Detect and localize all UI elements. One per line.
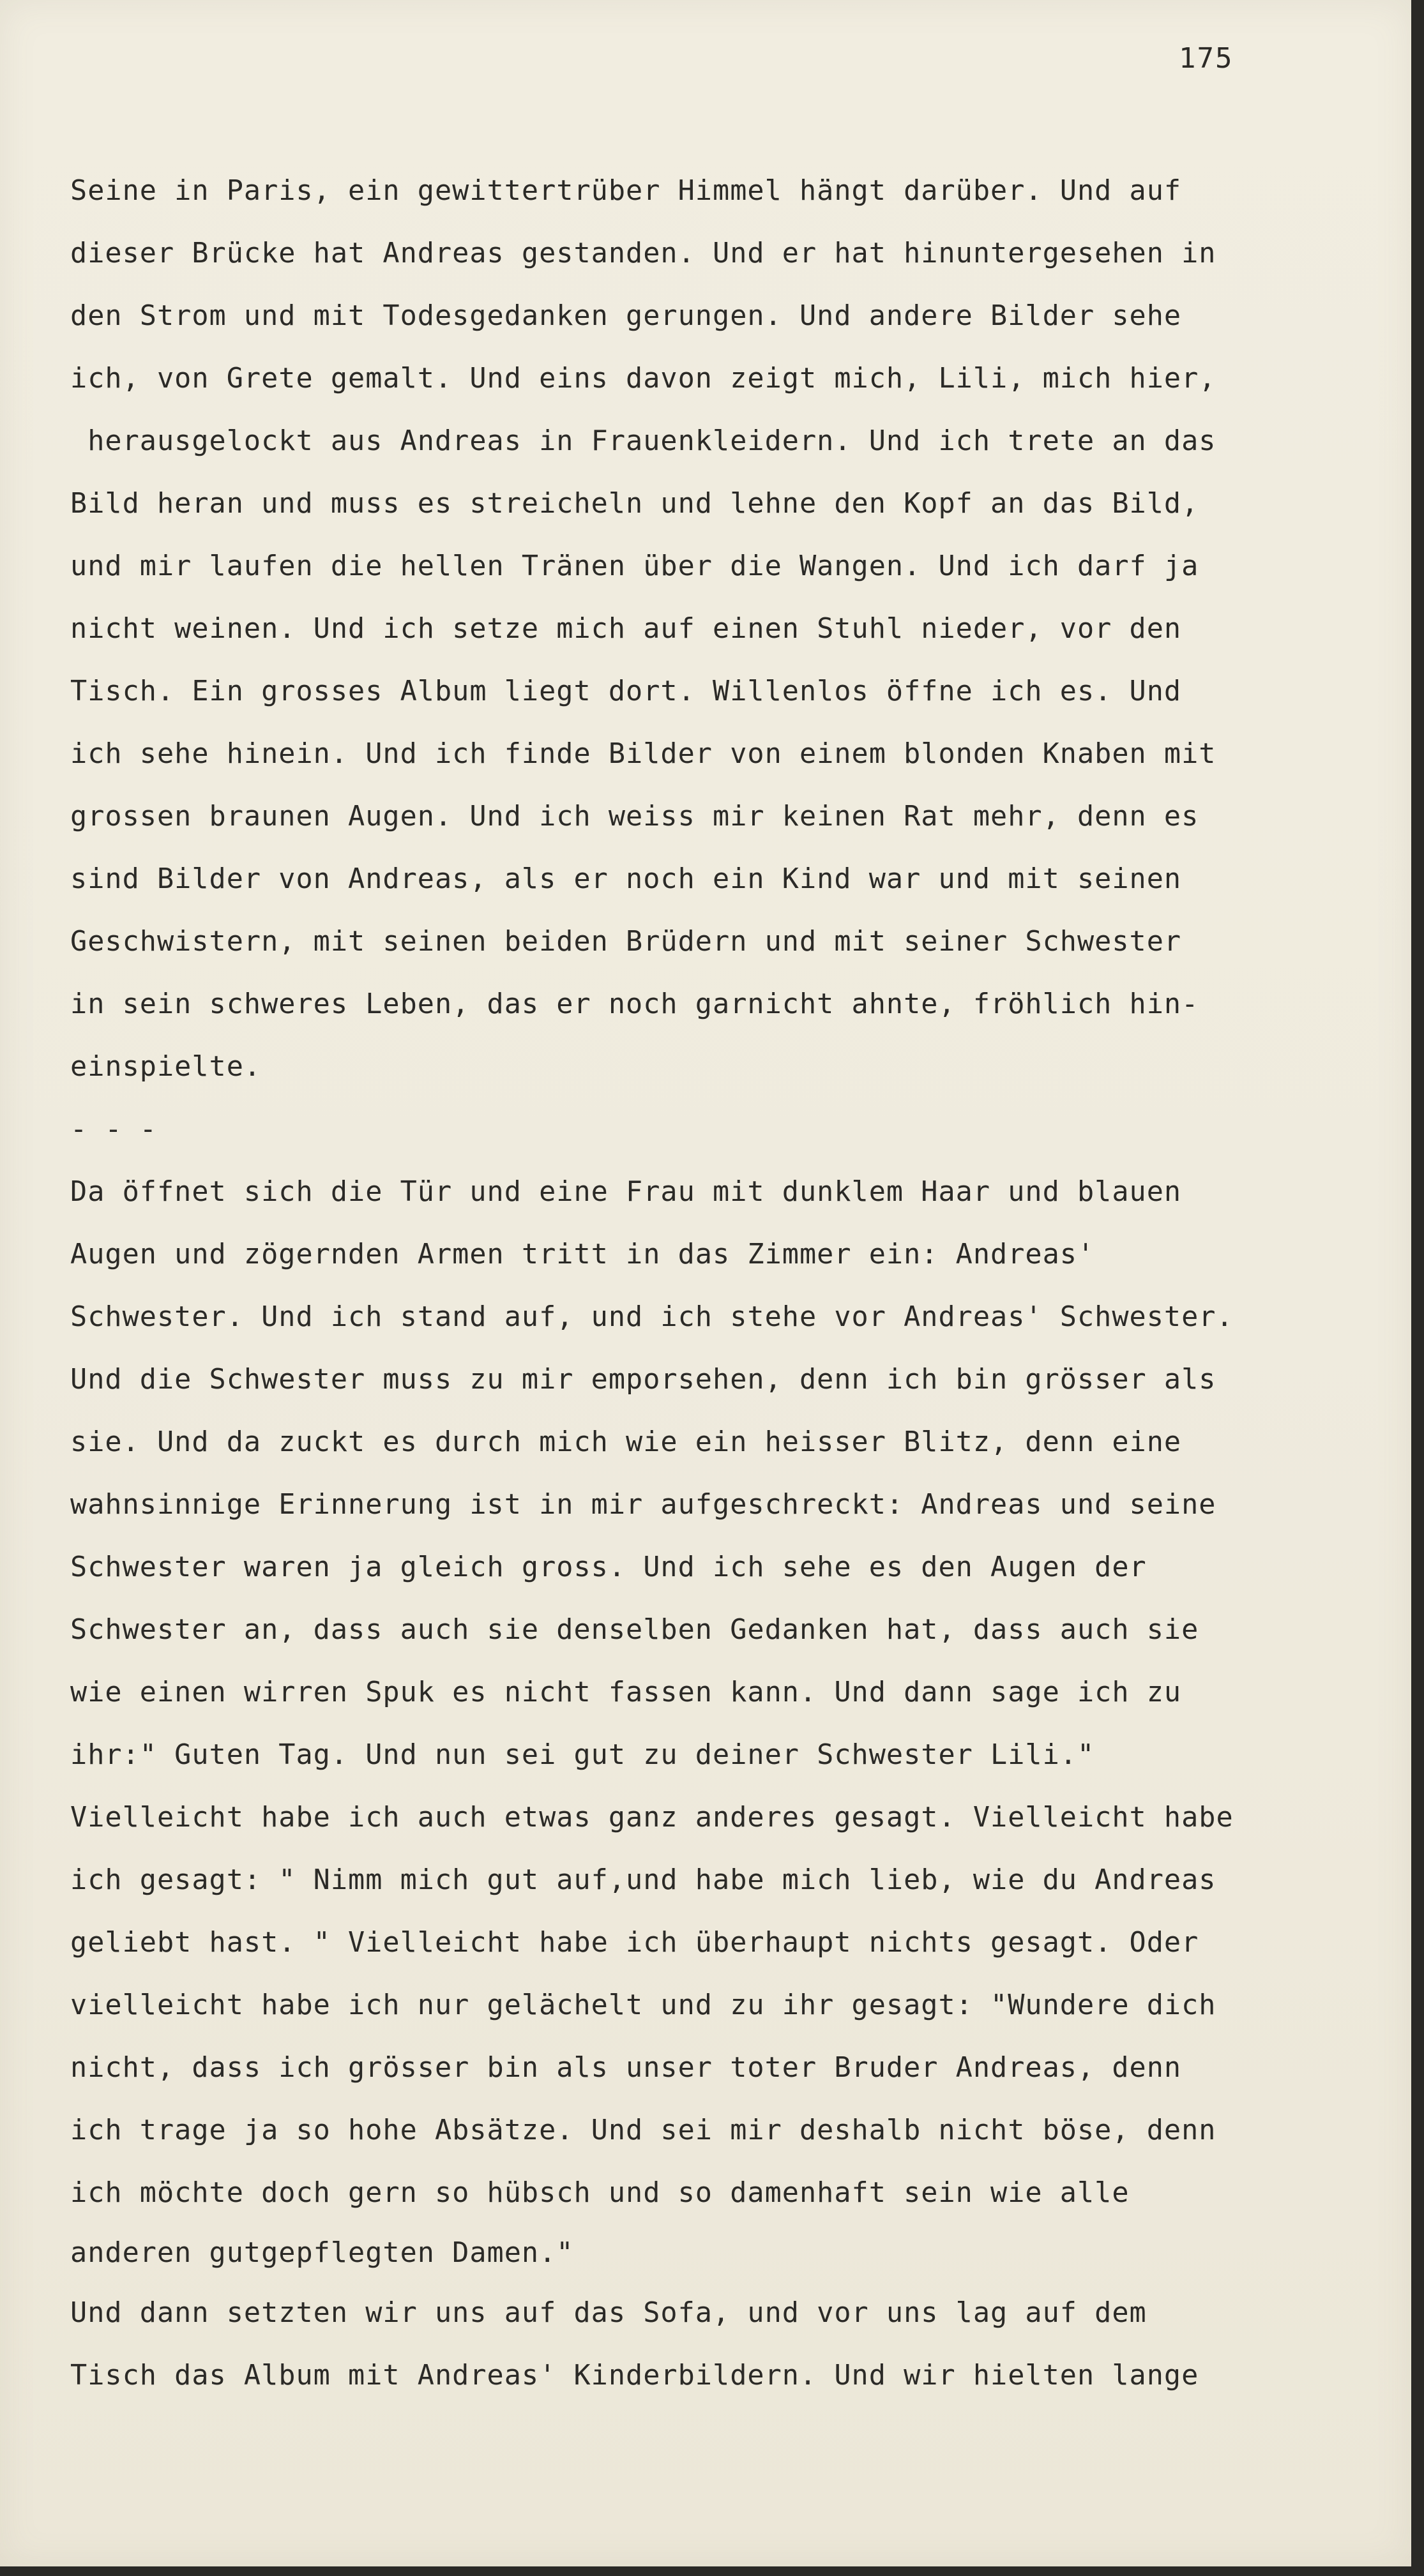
text-line: ihr:" Guten Tag. Und nun sei gut zu deiner Schwester Lili." <box>70 1739 1095 1771</box>
body-text <box>70 160 1386 2407</box>
scan-border-right <box>1411 0 1424 2576</box>
text-line: sie. Und da zuckt es durch mich wie ein heisser Blitz, denn eine <box>70 1426 1182 1458</box>
text-line: Tisch. Ein grosses Album liegt dort. Willenlos öffne ich es. Und <box>70 675 1182 707</box>
page-number: 175 <box>1179 42 1234 75</box>
scan-border-bottom <box>0 2566 1424 2576</box>
text-line: Schwester waren ja gleich gross. Und ich sehe es den Augen der <box>70 1551 1147 1583</box>
text-line: ich, von Grete gemalt. Und eins davon zeigt mich, Lili, mich hier, <box>70 363 1216 395</box>
text-line: in sein schweres Leben, das er noch garnicht ahnte, fröhlich hin- <box>70 988 1199 1020</box>
text-line: ich gesagt: " Nimm mich gut auf,und habe mich lieb, wie du Andreas <box>70 1864 1216 1896</box>
text-line: Augen und zögernden Armen tritt in das Zimmer ein: Andreas' <box>70 1239 1095 1270</box>
text-line: sind Bilder von Andreas, als er noch ein Kind war und mit seinen <box>70 863 1182 895</box>
text-line: Schwester. Und ich stand auf, und ich stehe vor Andreas' Schwester. <box>70 1301 1234 1333</box>
text-line: den Strom und mit Todesgedanken gerungen. Und andere Bilder sehe <box>70 300 1182 332</box>
text-line: einspielte. <box>70 1051 262 1083</box>
text-line: geliebt hast. " Vielleicht habe ich überhaupt nichts gesagt. Oder <box>70 1927 1199 1959</box>
text-line: herausgelockt aus Andreas in Frauenkleidern. Und ich trete an das <box>70 425 1216 457</box>
text-line: ich sehe hinein. Und ich finde Bilder von einem blonden Knaben mit <box>70 738 1216 770</box>
text-line: Und dann setzten wir uns auf das Sofa, und vor uns lag auf dem <box>70 2297 1147 2329</box>
text-line: ich trage ja so hohe Absätze. Und sei mir deshalb nicht böse, denn <box>70 2114 1216 2146</box>
text-line: grossen braunen Augen. Und ich weiss mir keinen Rat mehr, denn es <box>70 801 1199 832</box>
text-line: Geschwistern, mit seinen beiden Brüdern und mit seiner Schwester <box>70 926 1182 958</box>
section-separator: - - - <box>70 1113 157 1145</box>
text-line: Vielleicht habe ich auch etwas ganz anderes gesagt. Vielleicht habe <box>70 1802 1234 1834</box>
text-line: Tisch das Album mit Andreas' Kinderbildern. Und wir hielten lange <box>70 2360 1199 2391</box>
text-line: Schwester an, dass auch sie denselben Gedanken hat, dass auch sie <box>70 1614 1199 1646</box>
text-line: wie einen wirren Spuk es nicht fassen kann. Und dann sage ich zu <box>70 1676 1182 1708</box>
text-line: Und die Schwester muss zu mir emporsehen, denn ich bin grösser als <box>70 1364 1216 1396</box>
text-line: dieser Brücke hat Andreas gestanden. Und er hat hinuntergesehen in <box>70 237 1216 269</box>
text-line: Seine in Paris, ein gewittertrüber Himmel hängt darüber. Und auf <box>70 175 1182 207</box>
text-line: und mir laufen die hellen Tränen über die Wangen. Und ich darf ja <box>70 550 1199 582</box>
text-line: Bild heran und muss es streicheln und lehne den Kopf an das Bild, <box>70 488 1199 520</box>
text-line: wahnsinnige Erinnerung ist in mir aufgeschreckt: Andreas und seine <box>70 1489 1216 1521</box>
text-line: nicht weinen. Und ich setze mich auf einen Stuhl nieder, vor den <box>70 613 1182 645</box>
text-line: nicht, dass ich grösser bin als unser toter Bruder Andreas, denn <box>70 2052 1182 2084</box>
text-line: ich möchte doch gern so hübsch und so damenhaft sein wie alle <box>70 2177 1130 2209</box>
text-line: vielleicht habe ich nur gelächelt und zu ihr gesagt: "Wundere dich <box>70 1989 1216 2021</box>
text-line: anderen gutgepflegten Damen." <box>70 2237 574 2269</box>
text-line: Da öffnet sich die Tür und eine Frau mit dunklem Haar und blauen <box>70 1176 1182 1208</box>
